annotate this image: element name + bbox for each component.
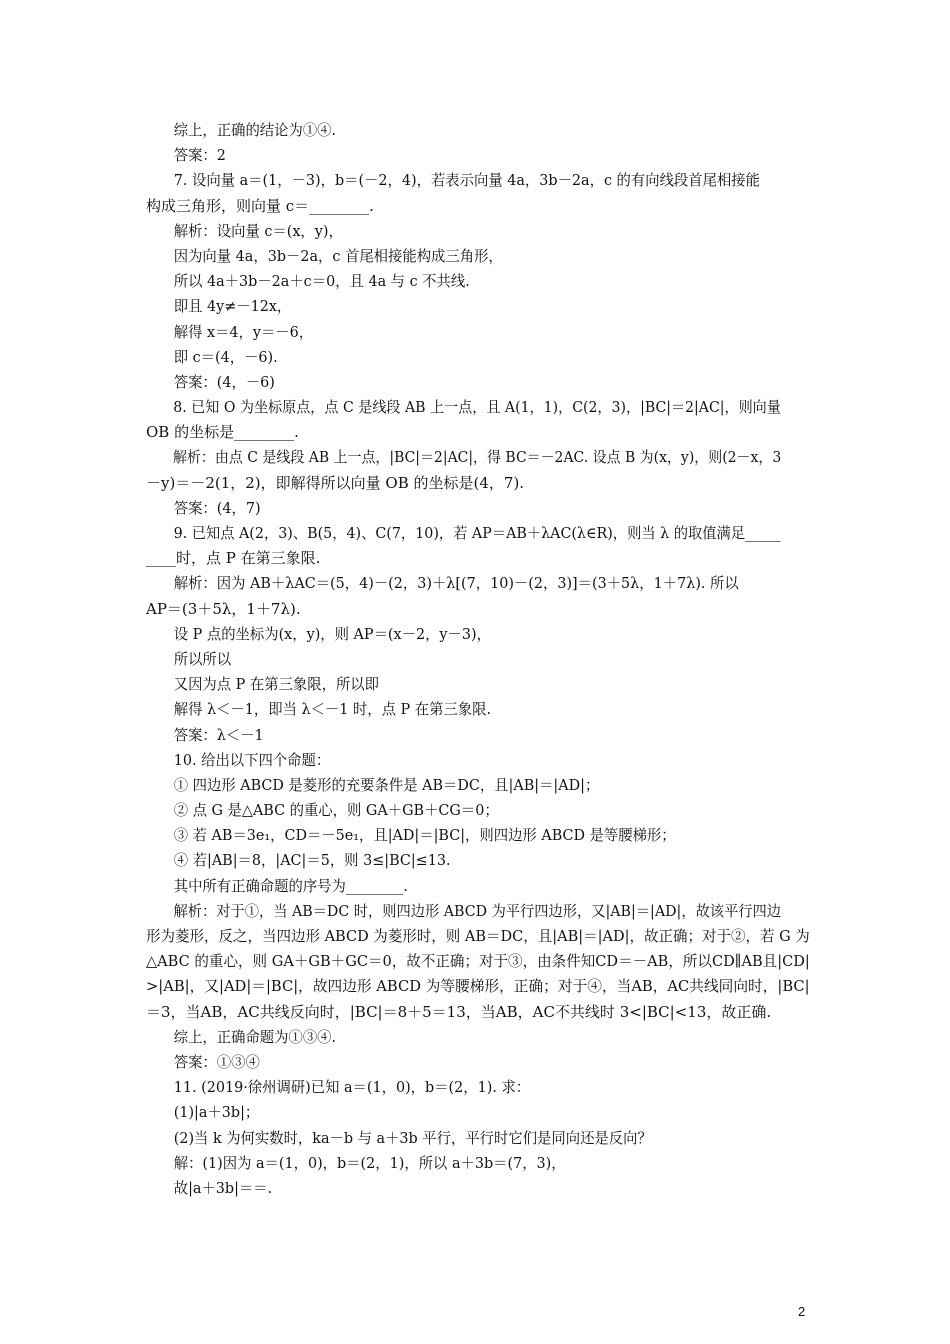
- text-line: 解析：设向量 c＝(x，y)，: [173, 221, 343, 240]
- text-line: 解析：因为 AB＋λAC＝(5，4)－(2，3)＋λ[(7，10)－(2，3)]＝(3＋5λ，1＋7λ). 所以: [173, 574, 739, 593]
- text-line: OB 的坐标是________.: [146, 423, 299, 442]
- text-line: 综上，正确命题为①③④.: [173, 1027, 337, 1046]
- text-line: 10. 给出以下四个命题：: [173, 750, 331, 769]
- page-number: 2: [798, 1304, 806, 1319]
- text-line: ④ 若|AB|＝8，|AC|＝5，则 3≤|BC|≤13.: [173, 851, 451, 870]
- text-line: >|AB|，又|AD|＝|BC|，故四边形 ABCD 为等腰梯形，正确；对于④，当AB，AC共线同向时，|BC|: [146, 977, 810, 996]
- text-line: 解得 x＝4，y＝－6，: [173, 322, 314, 341]
- text-line: 综上，正确的结论为①④.: [173, 121, 337, 139]
- text-line: 7. 设向量 a＝(1，－3)，b＝(－2，4)，若表示向量 4a，3b－2a，c 的有向线段首尾相接能: [173, 171, 761, 190]
- text-line: △ABC 的重心，则 GA＋GB＋GC＝0，故不正确；对于③，由条件知CD＝－AB，所以CD∥AB且|CD|: [146, 952, 810, 971]
- text-line: 构成三角形，则向量 c＝________.: [146, 196, 374, 215]
- text-line: 所以所以: [173, 649, 232, 668]
- text-line: 解得 λ＜－1，即当 λ＜－1 时，点 P 在第三象限.: [173, 700, 492, 719]
- text-line: 故|a＋3b|＝＝.: [173, 1178, 273, 1197]
- text-line: 9. 已知点 A(2，3)、B(5，4)、C(7，10)，若 AP＝AB＋λAC(λ∈R)，则当 λ 的取值满足_____: [173, 524, 781, 542]
- text-line: 答案：λ＜－1: [173, 725, 264, 744]
- text-line: 8. 已知 O 为坐标原点，点 C 是线段 AB 上一点，且 A(1，1)，C(2，3)，|BC|＝2|AC|，则向量: [173, 398, 781, 417]
- text-line: 因为向量 4a，3b－2a，c 首尾相接能构成三角形，: [173, 246, 503, 265]
- text-line: ① 四边形 ABCD 是菱形的充要条件是 AB＝DC，且|AB|＝|AD|；: [173, 775, 600, 794]
- text-line: 即 c＝(4，－6).: [173, 347, 278, 366]
- text-line: 形为菱形，反之，当四边形 ABCD 为菱形时，则 AB＝DC，且|AB|＝|AD|，故正确；对于②，若 G 为: [146, 927, 810, 945]
- text-line: －y)＝－2(1，2)，即解得所以向量 OB 的坐标是(4，7).: [146, 473, 525, 492]
- text-line: ② 点 G 是△ABC 的重心，则 GA＋GB＋CG＝0；: [173, 801, 499, 820]
- text-line: (1)|a＋3b|；: [173, 1103, 260, 1122]
- text-line: 又因为点 P 在第三象限，所以即: [173, 675, 379, 694]
- text-line: 设 P 点的坐标为(x，y)，则 AP＝(x－2，y－3)，: [173, 624, 491, 643]
- text-line: 11. (2019·徐州调研)已知 a＝(1，0)，b＝(2，1). 求：: [173, 1078, 531, 1097]
- text-line: 答案：2: [173, 146, 226, 165]
- text-line: 答案：①③④: [173, 1052, 260, 1071]
- text-line: 解析：对于①，当 AB＝DC 时，则四边形 ABCD 为平行四边形，又|AB|＝|AD|，故该平行四边: [173, 901, 782, 920]
- text-line: AP＝(3＋5λ，1＋7λ).: [146, 599, 301, 618]
- text-line: 所以 4a＋3b－2a＋c＝0，且 4a 与 c 不共线.: [173, 272, 470, 291]
- text-line: (2)当 k 为何实数时，ka－b 与 a＋3b 平行，平行时它们是同向还是反向？: [173, 1128, 652, 1147]
- text-line: 其中所有正确命题的序号为________.: [173, 876, 408, 895]
- text-line: 答案：(4，7): [173, 498, 261, 517]
- text-line: 答案：(4，－6): [173, 372, 275, 391]
- text-line: 解：(1)因为 a＝(1，0)，b＝(2，1)，所以 a＋3b＝(7，3)，: [173, 1153, 566, 1172]
- text-line: ③ 若 AB＝3e₁，CD＝－5e₁，且|AD|＝|BC|，则四边形 ABCD 是等腰梯形；: [173, 826, 676, 845]
- page-content: [146, 118, 810, 1201]
- text-line: 解析：由点 C 是线段 AB 上一点，|BC|＝2|AC|，得 BC＝－2AC. 设点 B 为(x，y)，则(2－x，3: [173, 448, 782, 467]
- text-line: 即且 4y≠－12x，: [173, 297, 292, 316]
- text-line: ＝3，当AB，AC共线反向时，|BC|＝8＋5＝13，当AB，AC不共线时 3<|BC|<13，故正确.: [146, 1002, 772, 1021]
- text-line: ____时，点 P 在第三象限.: [146, 549, 321, 568]
